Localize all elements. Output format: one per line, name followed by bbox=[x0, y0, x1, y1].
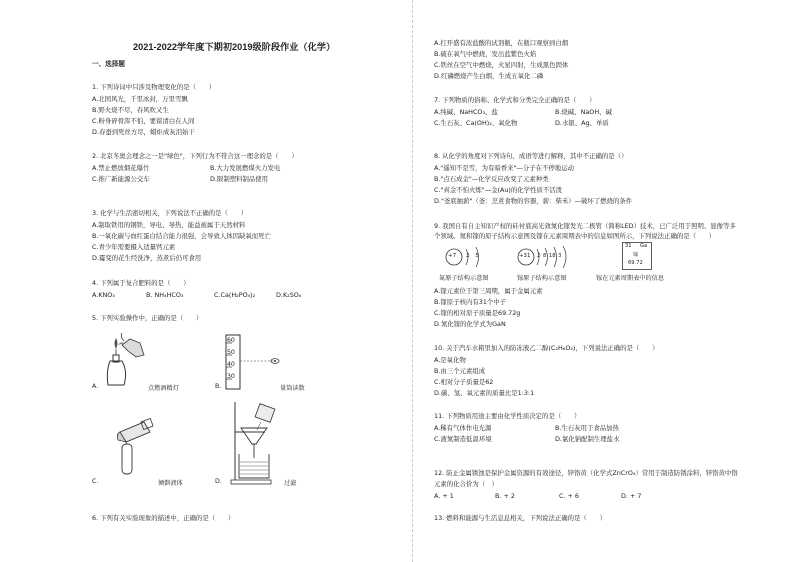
q5-stem: 5. 下列实验操作中，正确的是（ ） bbox=[92, 314, 203, 322]
q5-a-caption: 点燃酒精灯 bbox=[148, 385, 179, 392]
alcohol-lamp-lighting-figure bbox=[100, 333, 150, 393]
q11-stem: 11. 下列物质用途主要由化学性质决定的是（ ） bbox=[434, 412, 581, 420]
q2-stem: 2. 北京冬奥会理念之一是"绿色"，下列行为不符合这一理念的是（ ） bbox=[92, 152, 298, 160]
column-divider bbox=[412, 0, 413, 562]
filtration-figure bbox=[225, 396, 295, 486]
q7-option-a: A.纯碱、NaHCO₃、盐 bbox=[434, 108, 498, 116]
q5-c-letter: C. bbox=[92, 478, 99, 485]
q3-option-c: C.青少年需要摄入适量钙元素 bbox=[92, 243, 176, 251]
q3-stem: 3. 化学与生活密切相关，下列说法不正确的是（ ） bbox=[92, 209, 248, 217]
q1-option-d: D.春蚕到死丝方尽，蜡炬成灰泪始干 bbox=[92, 128, 195, 136]
gallium-symbol: Ga bbox=[640, 243, 648, 249]
q10-option-a: A.是氧化物 bbox=[434, 356, 466, 364]
q7-option-d: D.水银、Ag、单质 bbox=[555, 119, 609, 127]
cylinder-tick-50: 50 bbox=[227, 349, 235, 356]
gallium-atomic-number: 31 bbox=[625, 243, 632, 249]
nitrogen-nucleus: +7 bbox=[448, 253, 457, 259]
q12-option-d: D. + 7 bbox=[621, 492, 642, 500]
gallium-atomic-mass: 69.72 bbox=[628, 260, 643, 266]
q10-option-c: C.相对分子质量是62 bbox=[434, 378, 494, 386]
section-title: 一、选择题 bbox=[92, 60, 125, 68]
q11-option-a: A.稀有气体作电光源 bbox=[434, 424, 492, 432]
cylinder-tick-60: 60 bbox=[227, 337, 235, 344]
q5-c-caption: 倾倒液体 bbox=[158, 480, 183, 487]
q7-option-b: B.烧碱、NaOH、碱 bbox=[555, 108, 612, 116]
q10-stem: 10. 关于汽车水箱里加入的防冻液乙二醇(C₂H₆O₂)，下列说法正确的是（ ） bbox=[434, 344, 659, 352]
q11-option-c: C.液氮制造低温环境 bbox=[434, 435, 492, 443]
q1-option-b: B.野火烧不尽，春风吹又生 bbox=[92, 106, 169, 114]
document-title: 2021-2022学年度下期初2019级阶段作业（化学） bbox=[133, 42, 336, 52]
q6-option-b: B.硫在氧气中燃烧，发出蓝紫色火焰 bbox=[434, 50, 537, 58]
q12-stem-line1: 12. 防止金属锈蚀是保护金属资源的有效途径，锌铬黄（化学式ZnCrO₄）常用于制造防锈涂料，锌铬黄中铬 bbox=[434, 469, 738, 477]
q10-option-b: B.由三个元素组成 bbox=[434, 367, 486, 375]
q3-option-b: B.一氧化碳与血红蛋白结合能力很强，会导致人体因缺氧而死亡 bbox=[92, 232, 271, 240]
q5-a-letter: A. bbox=[92, 383, 99, 390]
pouring-liquid-figure bbox=[112, 410, 162, 480]
q9-option-c: C.镓的相对原子质量是69.72g bbox=[434, 309, 521, 317]
gallium-table-caption: 镓在元素周期表中的信息 bbox=[596, 275, 665, 282]
q8-option-c: C."真金不怕火炼"—金(Au)的化学性质不活泼 bbox=[434, 186, 563, 194]
q8-option-a: A."遥知不是雪，为有暗香来"—分子在不停地运动 bbox=[434, 164, 574, 172]
q4-option-c: C.Ca(H₂PO₄)₂ bbox=[214, 291, 256, 299]
gallium-nucleus: +31 bbox=[519, 253, 531, 259]
q1-option-a: A.北国风光，千里冰封，万里雪飘 bbox=[92, 95, 188, 103]
q10-option-d: D.碳、氢、氧元素的质量比是1:3:1 bbox=[434, 389, 535, 397]
q12-option-a: A. + 1 bbox=[434, 492, 454, 500]
q1-option-c: C.粉身碎骨浑不怕，要留清白在人间 bbox=[92, 117, 195, 125]
q4-option-a: A.KNO₃ bbox=[92, 291, 115, 299]
q12-option-b: B. + 2 bbox=[495, 492, 515, 500]
q6-option-a: A.打开盛有浓盐酸的试剂瓶，在瓶口观察到白烟 bbox=[434, 39, 569, 47]
q2-option-d: D.限制塑料制品使用 bbox=[210, 175, 269, 183]
q4-stem: 4. 下列属于复合肥料的是（ ） bbox=[92, 279, 190, 287]
q9-stem-line2: 个领域。氮和镓的原子结构示意图及镓在元素周期表中的信息如图所示，下列说法正确的是（ ） bbox=[434, 232, 716, 240]
nitrogen-structure-caption: 氮原子结构示意图 bbox=[439, 275, 489, 282]
q5-d-letter: D. bbox=[215, 478, 222, 485]
q3-option-d: D.霉变的花生经洗净，蒸煮后仍可食用 bbox=[92, 254, 202, 262]
q9-option-d: D.氮化镓的化学式为GaN bbox=[434, 320, 506, 328]
q6-option-c: C.铁丝在空气中燃烧，火星四射，生成黑色固体 bbox=[434, 61, 569, 69]
q2-option-c: C.推广新能源公交车 bbox=[92, 175, 150, 183]
q11-option-b: B.生石灰用于食品加热 bbox=[555, 424, 619, 432]
q2-option-b: B.大力发展燃煤火力发电 bbox=[210, 164, 281, 172]
q4-option-d: D.K₂SO₄ bbox=[276, 291, 302, 299]
q6-option-d: D.红磷燃烧产生白烟，生成五氧化二磷 bbox=[434, 72, 544, 80]
q5-b-letter: B. bbox=[215, 383, 222, 390]
gallium-shells: 2 8 18 3 bbox=[537, 253, 562, 259]
q9-stem-line1: 9. 我国自有自主知识产权的硅衬底高光效氮化镓发光二极管（简称LED）技术，已广泛用于照明、显像等多 bbox=[434, 222, 736, 230]
cylinder-tick-30: 30 bbox=[227, 373, 235, 380]
q5-b-caption: 量筒读数 bbox=[280, 385, 305, 392]
gallium-structure-caption: 镓原子结构示意图 bbox=[517, 275, 567, 282]
q5-d-caption: 过滤 bbox=[284, 480, 297, 487]
q2-option-a: A.禁止燃放烟花爆竹 bbox=[92, 164, 150, 172]
q8-option-b: B."点石成金"—化学反应改变了元素种类 bbox=[434, 175, 549, 183]
q8-option-d: D."釜底抽薪"（釜：烹煮食物的容器，薪：柴禾）—破坏了燃烧的条件 bbox=[434, 197, 633, 205]
q12-option-c: C. + 6 bbox=[559, 492, 579, 500]
nitrogen-shells: 2 5 bbox=[466, 253, 479, 259]
q7-stem: 7. 下列物质的俗称、化学式和分类完全正确的是（ ） bbox=[434, 96, 596, 104]
q6-stem: 6. 下列有关实验现象的描述中，正确的是（ ） bbox=[92, 514, 235, 522]
q4-option-b: B. NH₄HCO₃ bbox=[146, 291, 184, 299]
gallium-name: 镓 bbox=[633, 252, 639, 258]
q12-stem-line2: 元素的化合价为（ ） bbox=[434, 480, 498, 488]
q8-stem: 8. 从化学的角度对下列诗句、成语等进行解释，其中不正确的是（） bbox=[434, 152, 628, 160]
q9-option-a: A.镓元素位于第三周期，属于金属元素 bbox=[434, 287, 543, 295]
q1-stem: 1. 下列诗词中只涉及物理变化的是（ ） bbox=[92, 83, 216, 91]
q3-option-a: A.制取铁用的钢铁，导电、导热，能益被属于天然材料 bbox=[92, 221, 246, 229]
q9-option-b: B.镓原子核内有31个中子 bbox=[434, 298, 507, 306]
q7-option-c: C.生石灰、Ca(OH)₂、氧化物 bbox=[434, 119, 518, 127]
q13-stem: 13. 燃料和能源与生活息息相关，下列说法正确的是（ ） bbox=[434, 514, 606, 522]
q11-option-d: D.氯化钠配制生理盐水 bbox=[555, 435, 620, 443]
cylinder-tick-40: 40 bbox=[227, 361, 235, 368]
